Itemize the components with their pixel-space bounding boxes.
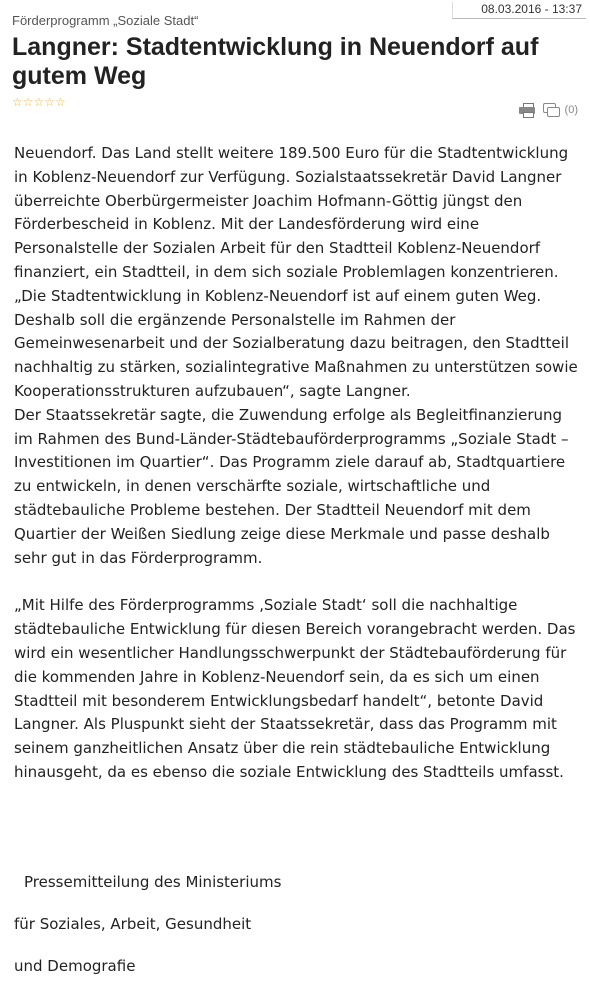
article-body: [14, 142, 579, 785]
body-paragraph-1: Neuendorf. Das Land stellt weitere 189.500 Euro für die Stadtentwicklung in Koblenz-Neuendorf zur Verfügung. Sozialstaatssekretär David Langner überreichte Oberbürgermeister Joachim Hofmann-Göttig jüngst den Förderbescheid in Koblenz. Mit der Landesförderung wird eine Personalstelle der Sozialen Arbeit für den Stadtteil Koblenz-Neuendorf finanziert, ein Stadtteil, in dem sich soziale Problemlagen konzentrieren. „Die Stadtentwicklung in Koblenz-Neuendorf ist auf einem guten Weg. Deshalb soll die ergänzende Personalstelle im Rahmen der Gemeinwesenarbeit und der Sozialberatung dazu beitragen, den Stadtteil nachhaltig zu stärken, sozialintegrative Maßnahmen zu unterstützen sowie Kooperationsstrukturen aufzubauen“, sagte Langner.: [14, 144, 578, 400]
rating-stars[interactable]: ☆☆☆☆☆: [12, 95, 66, 109]
body-paragraph-2: Der Staatssekretär sagte, die Zuwendung erfolge als Begleitfinanzierung im Rahmen des Bund-Länder-Städtebauförderprogramms „Soziale Stadt – Investitionen im Quartier“. Das Programm ziele darauf ab, Stadtquartiere zu entwickeln, in denen verschärfte soziale, wirtschaftliche und städtebauliche Probleme bestehen. Der Stadtteil Neuendorf mit dem Quartier der Weißen Siedlung zeige diese Merkmale und passe deshalb sehr gut in das Förderprogramm.: [14, 405, 569, 567]
article-title: Langner: Stadtentwicklung in Neuendorf auf gutem Weg: [12, 33, 539, 90]
print-icon[interactable]: [519, 103, 537, 117]
signature-line-1: Pressemitteilung des Ministeriums: [24, 873, 282, 891]
publish-date: 08.03.2016 - 13:37: [452, 2, 586, 19]
article-kicker: Förderprogramm „Soziale Stadt“: [12, 13, 199, 28]
signature-line-2: für Soziales, Arbeit, Gesundheit: [14, 915, 252, 933]
comments-icon[interactable]: [543, 103, 559, 117]
signature-line-3: und Demografie: [14, 957, 136, 975]
body-paragraph-3: „Mit Hilfe des Förderprogramms ‚Soziale Stadt‘ soll die nachhaltige städtebauliche Entwicklung für diesen Bereich vorangebracht werden. Das wird ein wesentlicher Handlungsschwerpunkt der Städtebauförderung für die kommenden Jahre in Koblenz-Neuendorf sein, da es sich um einen Stadtteil mit besonderem Entwicklungsbedarf handelt“, betonte David Langner. Als Pluspunkt sieht der Staatssekretär, dass das Programm mit seinem ganzheitlichen Ansatz über die rein städtebauliche Entwicklung hinausgeht, da es ebenso die soziale Entwicklung des Stadtteils umfasst.: [14, 596, 576, 781]
comment-count[interactable]: (0): [564, 104, 578, 116]
article-tools: [519, 103, 578, 117]
